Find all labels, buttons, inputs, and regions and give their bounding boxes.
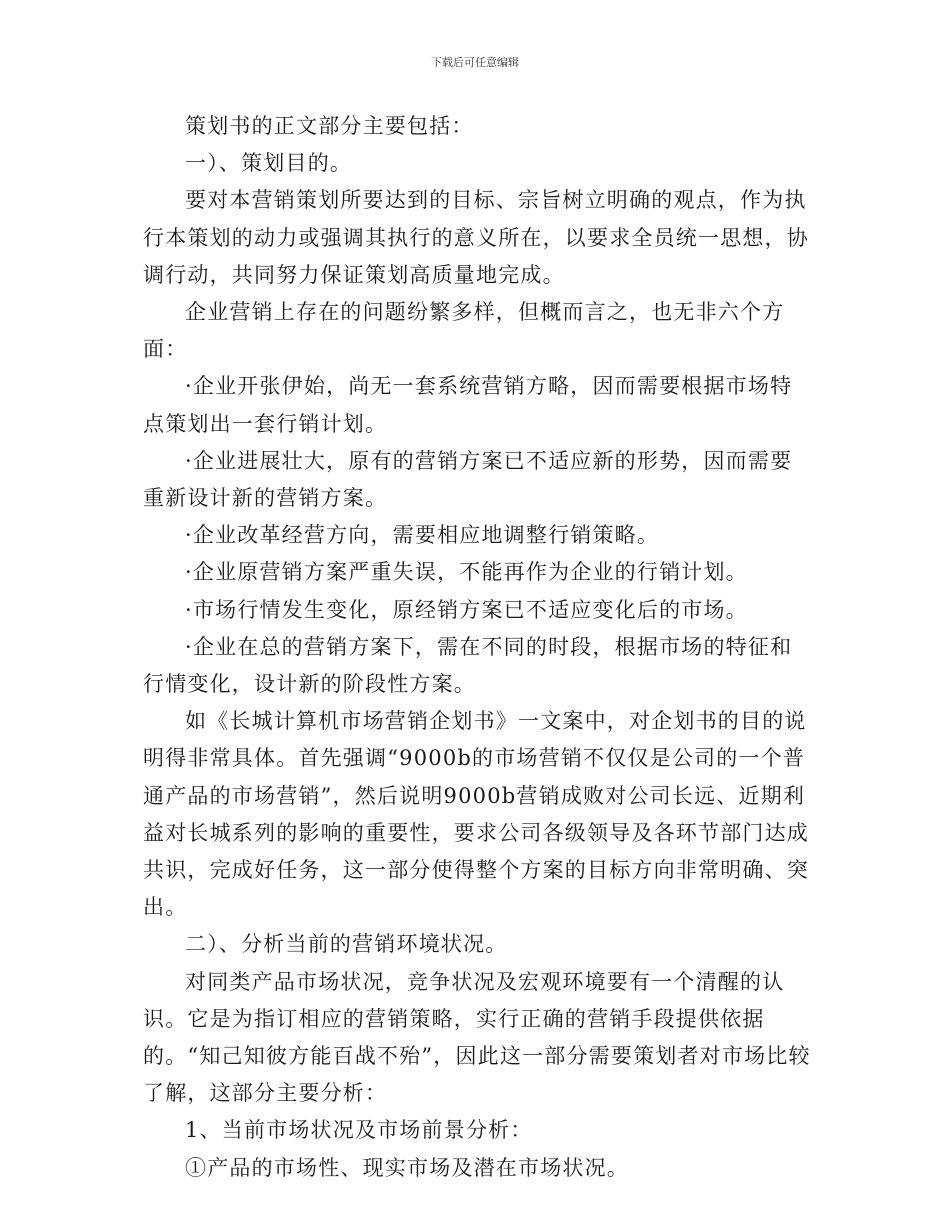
section-heading-2: 二）、分析当前的营销环境状况。 [185, 932, 508, 957]
bullet-item: ·企业开张伊始，尚无一套系统营销方略，因而需要根据市场特点策划出一套行销计划。 [143, 374, 793, 436]
paragraph-example: 如《长城计算机市场营销企划书》一文案中，对企划书的目的说明得非常具体。首先强调“9000b的市场营销不仅仅是公司的一个普通产品的市场营销”，然后说明9000b营销成败对公司长远、近期利益对长城系列的影响的重要性，要求公司各级领导及各环节部门达成共识，完成好任务，这一部分使得整个方案的目标方向非常明确、突出。 [143, 709, 809, 920]
bullet-item: ·企业改革经营方向，需要相应地调整行销策略。 [185, 523, 660, 548]
bullet-item: ·企业进展壮大，原有的营销方案已不适应新的形势，因而需要重新设计新的营销方案。 [143, 448, 793, 511]
bullet-item: ·市场行情发生变化，原经销方案已不适应变化后的市场。 [185, 597, 748, 622]
bullet-item: ·企业原营销方案严重失误，不能再作为企业的行销计划。 [185, 560, 748, 585]
numbered-item: ①产品的市场性、现实市场及潜在市场状况。 [185, 1155, 629, 1180]
page-header: 下载后可任意编辑 [431, 56, 519, 69]
bullet-item: ·企业在总的营销方案下，需在不同的时段，根据市场的特征和行情变化，设计新的阶段性方案。 [143, 634, 793, 697]
paragraph: 对同类产品市场状况，竞争状况及宏观环境要有一个清醒的认识。它是为指订相应的营销策略，实行正确的营销手段提供依据的。“知己知彼方能百战不殆”，因此这一部分需要策划者对市场比较了解，这部分主要分析： [143, 969, 811, 1106]
paragraph-intro: 策划书的正文部分主要包括： [185, 114, 474, 138]
document-body [143, 108, 811, 1187]
subsection-heading: 1、当前市场状况及市场前景分析： [185, 1118, 533, 1143]
paragraph: 企业营销上存在的问题纷繁多样，但概而言之，也无非六个方面： [143, 300, 785, 362]
section-heading-1: 一）、策划目的。 [185, 151, 353, 176]
paragraph: 要对本营销策划所要达到的目标、宗旨树立明确的观点，作为执行本策划的动力或强调其执行的意义所在，以要求全员统一思想，协调行动，共同努力保证策划高质量地完成。 [143, 188, 809, 287]
